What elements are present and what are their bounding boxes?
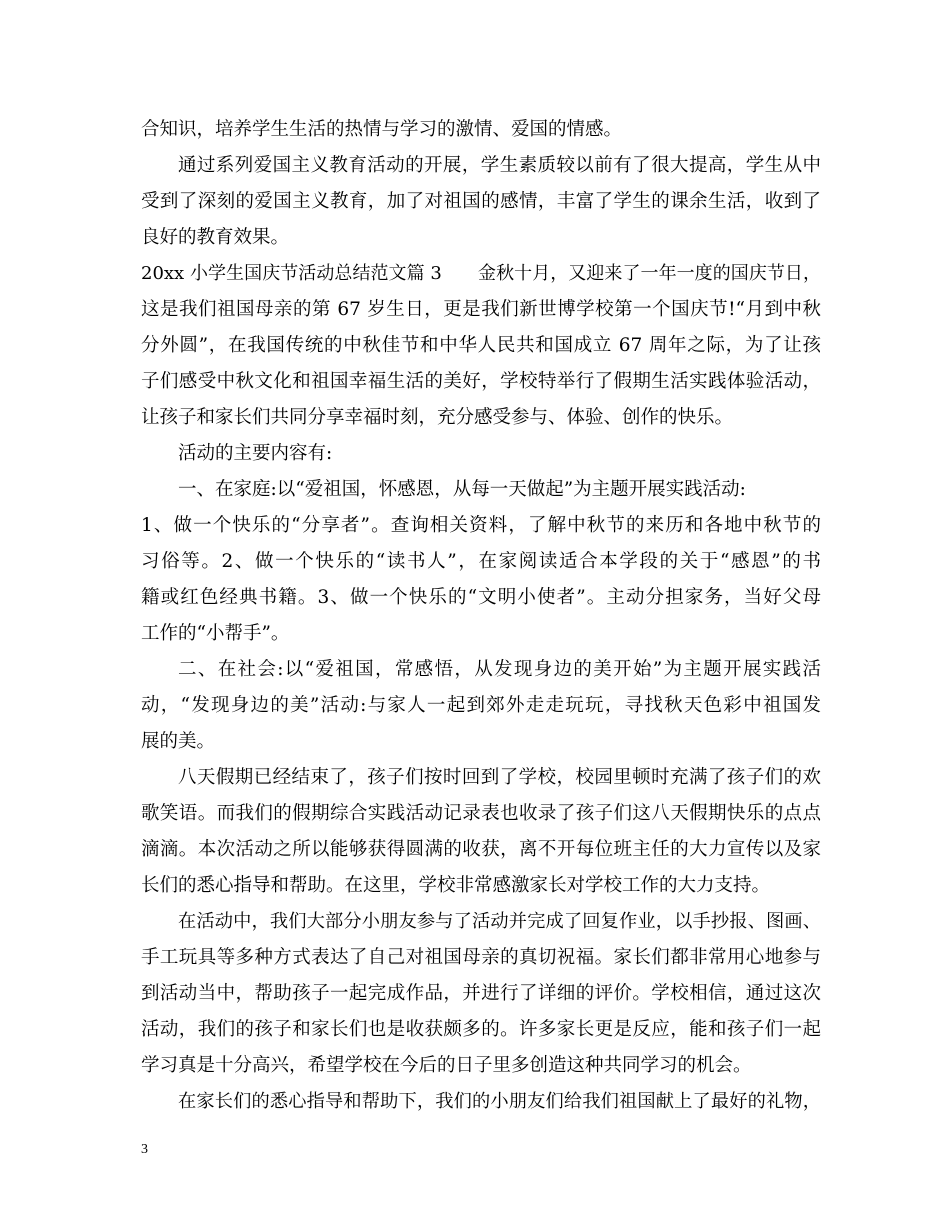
text-line: 子们感受中秋文化和祖国幸福生活的美好，学校特举行了假期生活实践体验活动， [141,371,821,392]
text-line: 歌笑语。而我们的假期综合实践活动记录表也收录了孩子们这八天假期快乐的点点 [141,803,821,824]
text-line: 习俗等。2、做一个快乐的“读书人”，在家阅读适合本学段的关于“感恩”的书 [141,551,821,572]
text-line: 在活动中，我们大部分小朋友参与了活动并完成了回复作业，以手抄报、图画、 [178,911,821,932]
text-line: 手工玩具等多种方式表达了自己对祖国母亲的真切祝福。家长们都非常用心地参与 [141,947,821,968]
text-line: 工作的“小帮手”。 [141,623,290,644]
text-line: 1、做一个快乐的“分享者”。查询相关资料，了解中秋节的来历和各地中秋节的 [141,515,821,536]
text-line: 活动的主要内容有: [178,443,333,464]
text-line: 学习真是十分高兴，希望学校在今后的日子里多创造这种共同学习的机会。 [141,1055,752,1076]
text-line: 良好的教育效果。 [141,227,290,248]
text-line: 这是我们祖国母亲的第 67 岁生日，更是我们新世博学校第一个国庆节!“月到中秋 [141,299,821,320]
text-line: 展的美。 [141,731,216,752]
text-line: 分外圆”，在我国传统的中秋佳节和中华人民共和国成立 67 周年之际，为了让孩 [141,335,821,356]
text-line: 受到了深刻的爱国主义教育，加了对祖国的感情，丰富了学生的课余生活，收到了 [141,191,821,212]
text-line: 20xx 小学生国庆节活动总结范文篇 3 金秋十月，又迎来了一年一度的国庆节日， [141,263,821,284]
text-line: 一、在家庭:以“爱祖国，怀感恩，从每一天做起”为主题开展实践活动: [178,479,746,500]
text-line: 动，“发现身边的美”活动:与家人一起到郊外走走玩玩，寻找秋天色彩中祖国发 [141,695,821,716]
text-line: 籍或红色经典书籍。3、做一个快乐的“文明小使者”。主动分担家务，当好父母 [141,587,821,608]
text-line: 二、在社会:以“爱祖国，常感悟，从发现身边的美开始”为主题开展实践活 [178,659,821,680]
text-line: 在家长们的悉心指导和帮助下，我们的小朋友们给我们祖国献上了最好的礼物， [178,1091,821,1112]
text-line: 滴滴。本次活动之所以能够获得圆满的收获，离不开每位班主任的大力宣传以及家 [141,839,821,860]
page-number: 3 [141,1142,148,1157]
text-line: 活动，我们的孩子和家长们也是收获颇多的。许多家长更是反应，能和孩子们一起 [141,1019,821,1040]
text-line: 八天假期已经结束了，孩子们按时回到了学校，校园里顿时充满了孩子们的欢 [178,767,821,788]
text-line: 长们的悉心指导和帮助。在这里，学校非常感激家长对学校工作的大力支持。 [141,875,771,896]
text-line: 到活动当中，帮助孩子一起完成作品，并进行了详细的评价。学校相信，通过这次 [141,983,821,1004]
text-line: 合知识，培养学生生活的热情与学习的激情、爱国的情感。 [141,119,623,140]
text-line: 通过系列爱国主义教育活动的开展，学生素质较以前有了很大提高，学生从中 [178,155,821,176]
text-line: 让孩子和家长们共同分享幸福时刻，充分感受参与、体验、创作的快乐。 [141,407,734,428]
